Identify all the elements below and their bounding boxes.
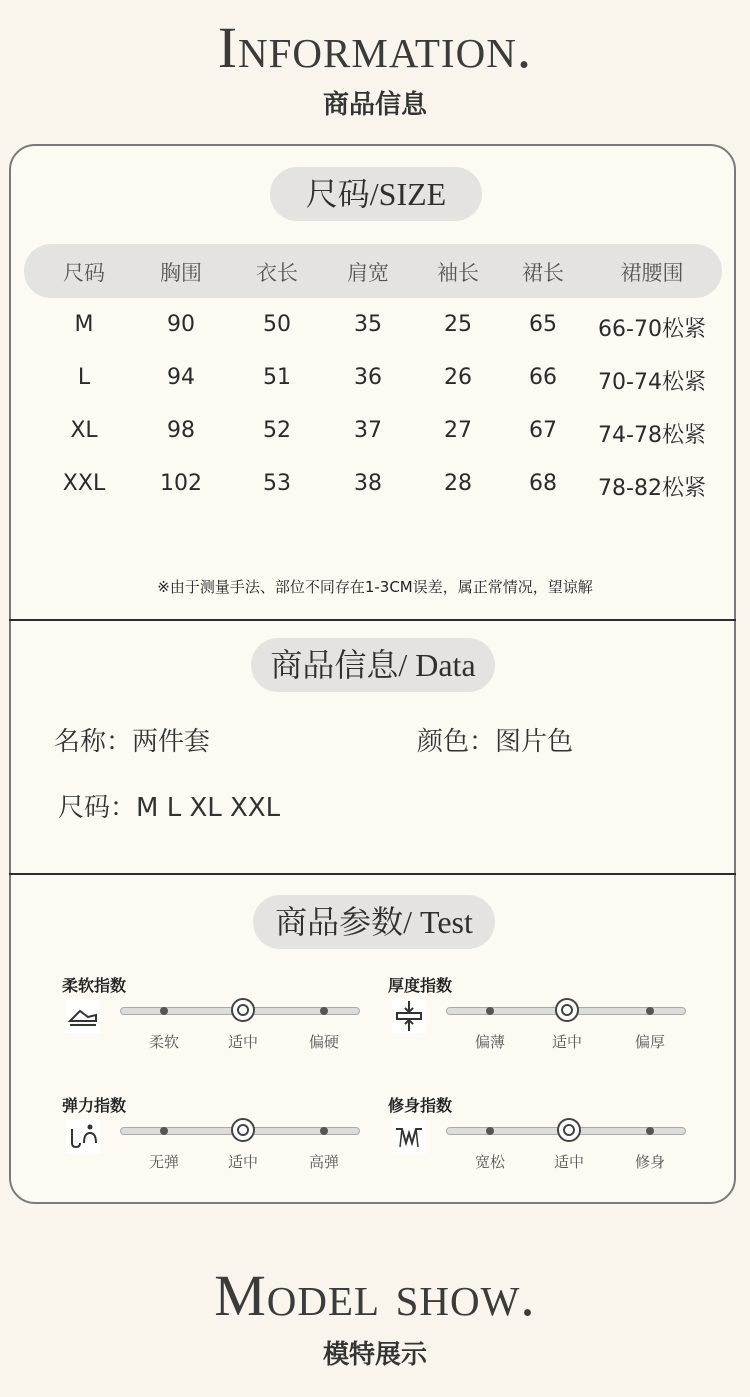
size-table-cell: 50	[263, 312, 291, 337]
track-dot	[646, 1007, 654, 1015]
stretch-index	[62, 1093, 372, 1193]
softness-index	[62, 973, 372, 1073]
fit-index	[388, 1093, 698, 1193]
size-column-header: 胸围	[160, 261, 202, 285]
track-dot	[320, 1007, 328, 1015]
size-table-cell: 67	[529, 418, 557, 443]
index-label: 修身	[634, 1153, 665, 1171]
size-table-cell: 65	[529, 312, 557, 337]
size-table-cell: 53	[263, 471, 291, 496]
index-knob	[231, 998, 255, 1022]
section-divider	[9, 873, 736, 875]
index-title: 修身指数	[388, 1096, 453, 1115]
size-table-cell: 27	[444, 418, 472, 443]
information-heading: Information.	[217, 15, 533, 80]
size-column-header: 裙长	[522, 261, 564, 285]
index-label: 适中	[551, 1033, 582, 1051]
product-sizes: 尺码：M L XL XXL	[58, 793, 281, 823]
product-color: 颜色：图片色	[417, 727, 574, 757]
track-dot	[486, 1007, 494, 1015]
index-knob	[555, 998, 579, 1022]
index-title: 弹力指数	[62, 1096, 127, 1115]
size-table-cell: XL	[70, 418, 98, 443]
index-label: 柔软	[148, 1033, 179, 1051]
size-table-cell: 66-70松紧	[598, 317, 706, 342]
size-table-cell: 28	[444, 471, 472, 496]
size-table-cell: 51	[263, 365, 291, 390]
size-column-header: 肩宽	[347, 261, 389, 285]
index-label: 适中	[227, 1153, 258, 1171]
model-show-subheading: 模特展示	[322, 1340, 427, 1370]
size-column-header: 袖长	[437, 261, 479, 285]
size-table-cell: 70-74松紧	[598, 370, 706, 395]
product-name: 名称：两件套	[54, 727, 211, 757]
size-table-cell: 25	[444, 312, 472, 337]
index-label: 高弹	[308, 1153, 339, 1171]
size-column-header: 尺码	[63, 261, 105, 285]
size-table-cell: 78-82松紧	[598, 476, 706, 501]
track-dot	[160, 1127, 168, 1135]
thickness-icon	[392, 999, 426, 1033]
size-table-cell: 38	[354, 471, 382, 496]
size-table-cell: 68	[529, 471, 557, 496]
size-table-cell: 66	[529, 365, 557, 390]
size-column-header: 裙腰围	[620, 261, 684, 285]
track-dot	[320, 1127, 328, 1135]
size-table-cell: 94	[167, 365, 195, 390]
size-table-cell: 52	[263, 418, 291, 443]
track-dot	[486, 1127, 494, 1135]
size-table-cell: 74-78松紧	[598, 423, 706, 448]
model-show-heading: Model show.	[214, 1263, 536, 1328]
index-knob	[557, 1118, 581, 1142]
index-title: 柔软指数	[62, 976, 127, 995]
size-table-cell: 26	[444, 365, 472, 390]
section-divider	[9, 619, 736, 621]
index-label: 适中	[553, 1153, 584, 1171]
size-table-cell: 98	[167, 418, 195, 443]
size-section-title: 尺码/SIZE	[270, 167, 482, 221]
data-section-title: 商品信息/ Data	[251, 638, 495, 692]
information-subheading: 商品信息	[322, 90, 427, 120]
index-label: 适中	[227, 1033, 258, 1051]
index-label: 偏薄	[474, 1033, 505, 1051]
measurement-note: ※由于测量手法、部位不同存在1-3CM误差，属正常情况，望谅解	[157, 578, 593, 596]
stretch-icon	[66, 1119, 100, 1153]
soft-icon	[66, 999, 100, 1033]
size-table-cell: 36	[354, 365, 382, 390]
test-section-title: 商品参数/ Test	[253, 895, 495, 949]
size-column-header: 衣长	[256, 261, 298, 285]
size-table-cell: 35	[354, 312, 382, 337]
index-title: 厚度指数	[388, 976, 453, 995]
size-table-cell: 90	[167, 312, 195, 337]
track-dot	[646, 1127, 654, 1135]
size-table-cell: XXL	[62, 471, 106, 496]
index-label: 偏厚	[634, 1033, 665, 1051]
fit-icon	[392, 1119, 426, 1153]
index-knob	[231, 1118, 255, 1142]
thickness-index	[388, 973, 698, 1073]
size-table-cell: 37	[354, 418, 382, 443]
size-table-cell: 102	[160, 471, 202, 496]
index-label: 无弹	[148, 1153, 179, 1171]
index-label: 偏硬	[308, 1033, 339, 1051]
size-table-cell: L	[77, 365, 91, 390]
size-table-cell: M	[74, 312, 94, 337]
track-dot	[160, 1007, 168, 1015]
index-label: 宽松	[474, 1153, 505, 1171]
